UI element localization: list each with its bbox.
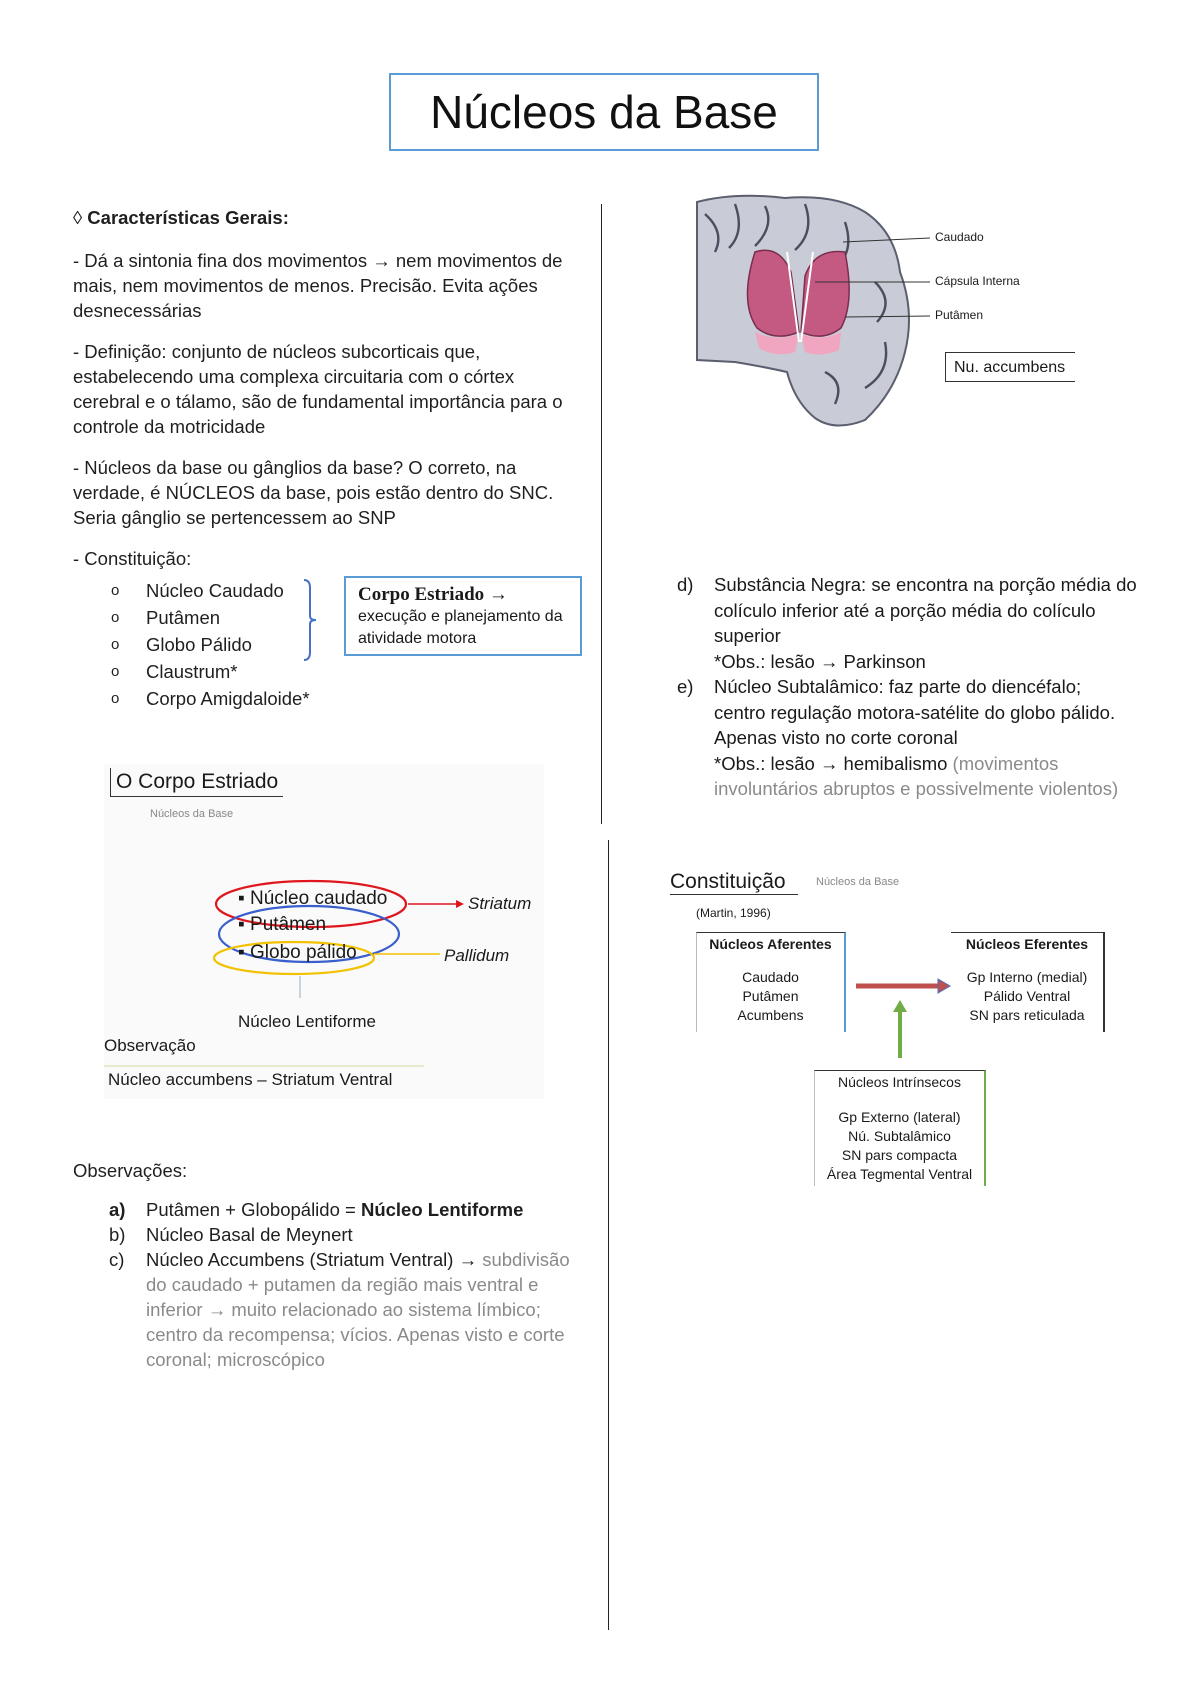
striatum-arrow-head: [456, 900, 464, 908]
list-item: d) Substância Negra: se encontra na porção média do colículo inferior até a porção média do colículo superior *Obs.: lesão → Parkinson: [677, 574, 1137, 672]
corpo-estriado-box: [344, 576, 582, 656]
horizontal-arrow-head: [938, 979, 950, 993]
column-divider-right: [608, 840, 609, 1630]
brain-label-lines: [695, 192, 1085, 432]
observacoes-label: Observações:: [73, 1160, 188, 1181]
estriado-text: execução e planejamento da atividade motora: [358, 608, 563, 647]
list-item: o Putâmen: [111, 607, 221, 628]
list-item: e) Núcleo Subtalâmico: faz parte do diencéfalo; centro regulação motora-satélite do globo pálido. Apenas visto no corte coronal *Obs.: lesão → hemibalismo (movimentos involuntários abruptos e possivelmente violentos): [677, 676, 1119, 799]
accumbens-brain-label: Nu. accumbens: [945, 352, 1075, 382]
eferentes-title: Núcleos Eferentes: [965, 936, 1089, 952]
vertical-arrow-head: [893, 1000, 907, 1012]
heading-text: Características Gerais:: [87, 207, 289, 228]
list-item: c) Núcleo Accumbens (Striatum Ventral) → subdivisão do caudado + putamen da região mais ventral e inferior → muito relacionado ao sistema límbico; centro da recompensa; vícios. Apenas visto e corte coronal; microscópico: [109, 1249, 570, 1370]
intrinsecos-title: Núcleos Intrínsecos: [838, 1074, 961, 1090]
pallidum-label: ▪ Globo pálido: [238, 942, 357, 963]
eferentes-box: Núcleos Eferentes Gp Interno (medial) Pálido Ventral SN pars reticulada: [951, 932, 1105, 1032]
aferentes-box: Núcleos Aferentes Caudado Putâmen Acumbens: [696, 932, 846, 1032]
diamond-icon: ◊: [73, 207, 83, 228]
caudado-label: ▪ Núcleo caudado: [238, 888, 388, 909]
capsula-brain-label: Cápsula Interna: [935, 274, 1020, 288]
observacoes-section: [73, 1158, 583, 1372]
bracket-icon: [300, 578, 320, 662]
paragraph-3: - Núcleos da base ou gânglios da base? O correto, na verdade, é NÚCLEOS da base, pois estão dentro do SNC. Seria gânglio se pertencessem ao SNP: [73, 457, 554, 528]
list-item: o Claustrum*: [111, 661, 238, 682]
accumbens-note: Núcleo accumbens – Striatum Ventral: [108, 1070, 393, 1089]
pallidum-text: Pallidum: [444, 946, 510, 965]
paragraph-1: - Dá a sintonia fina dos movimentos → nem movimentos de mais, nem movimentos de menos. Precisão. Evita ações desnecessárias: [73, 250, 563, 321]
figure-title: O Corpo Estriado: [110, 768, 283, 797]
caudado-brain-label: Caudado: [935, 230, 984, 244]
list-item: o Corpo Amigdaloide*: [111, 688, 310, 709]
section-heading: [73, 205, 583, 230]
figure-subtitle: Núcleos da Base: [150, 808, 234, 820]
observacoes-list: [73, 1197, 583, 1372]
aferentes-title: Núcleos Aferentes: [709, 936, 832, 952]
page-title: Núcleos da Base: [389, 73, 819, 151]
list-item: b) Núcleo Basal de Meynert: [109, 1224, 353, 1245]
putamen-brain-label: Putâmen: [935, 308, 984, 322]
lentiforme-label: Núcleo Lentiforme: [238, 1012, 376, 1031]
diagram-subtitle: Núcleos da Base: [816, 876, 900, 888]
list-item: o Globo Pálido: [111, 634, 252, 655]
corpo-estriado-figure: [104, 764, 544, 1099]
diagram-citation: (Martin, 1996): [696, 906, 771, 920]
paragraph-2: - Definição: conjunto de núcleos subcorticais que, estabelecendo uma complexa circuitaria com o córtex cerebral e o tálamo, são de fundamental importância para o controle da motricidade: [73, 341, 563, 437]
list-item: a) Putâmen + Globopálido = Núcleo Lentiforme: [109, 1199, 524, 1220]
putamen-label: ▪ Putâmen: [238, 914, 327, 935]
observacao-label: Observação: [104, 1036, 196, 1055]
constituicao-label: - Constituição:: [73, 548, 192, 569]
striatum-label: Striatum: [468, 894, 532, 913]
brain-section-image: [695, 192, 1085, 432]
estriado-heading: Corpo Estriado →: [358, 584, 508, 605]
constituicao-diagram: [668, 870, 1108, 1190]
right-items-list: [677, 572, 1137, 802]
intrinsecos-box: Núcleos Intrínsecos Gp Externo (lateral) Nú. Subtalâmico SN pars compacta Área Tegmental Ventral: [814, 1070, 986, 1186]
column-divider-left: [601, 204, 602, 824]
list-item: o Núcleo Caudado: [111, 580, 284, 601]
diagram-title: Constituição: [670, 870, 798, 895]
